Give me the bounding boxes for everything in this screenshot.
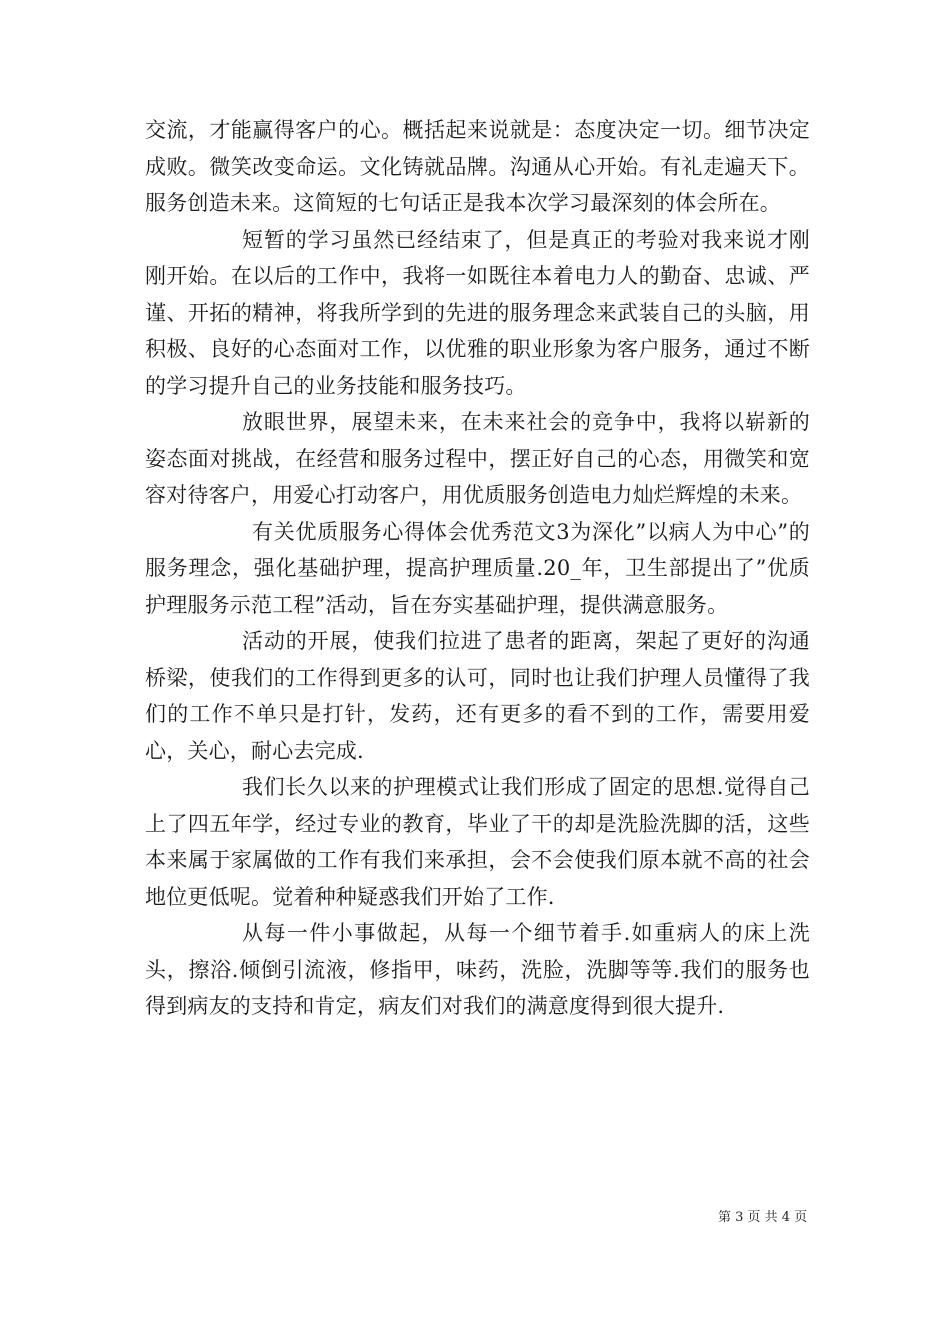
paragraph-4: 有关优质服务心得体会优秀范文3为深化”以病人为中心”的服务理念，强化基础护理，提高护理质量.20_年，卫生部提出了”优质护理服务示范工程”活动，旨在夯实基础护理，提供满意服务。 bbox=[145, 519, 810, 617]
paragraph-1: 交流，才能赢得客户的心。概括起来说就是：态度决定一切。细节决定成败。微笑改变命运。文化铸就品牌。沟通从心开始。有礼走遍天下。服务创造未来。这简短的七句话正是我本次学习最深刻的体会所在。 bbox=[145, 118, 810, 215]
paragraph-2: 短暂的学习虽然已经结束了，但是真正的考验对我来说才刚刚开始。在以后的工作中，我将一如既往本着电力人的勤奋、忠诚、严谨、开拓的精神，将我所学到的先进的服务理念来武装自己的头脑，用积极、良好的心态面对工作，以优雅的职业形象为客户服务，通过不断的学习提升自己的业务技能和服务技巧。 bbox=[145, 227, 810, 398]
paragraph-7: 从每一件小事做起，从每一个细节着手.如重病人的床上洗头，擦浴.倾倒引流液，修指甲，味药，洗脸，洗脚等等.我们的服务也得到病友的支持和肯定，病友们对我们的满意度得到很大提升. bbox=[145, 921, 810, 1018]
page-number-footer: 第 3 页 共 4 页 bbox=[718, 1210, 808, 1225]
paragraph-3: 放眼世界，展望未来，在未来社会的竞争中，我将以崭新的姿态面对挑战，在经营和服务过程中，摆正好自己的心态，用微笑和宽容对待客户，用爱心打动客户，用优质服务创造电力灿烂辉煌的未来。 bbox=[145, 410, 810, 507]
paragraph-5: 活动的开展，使我们拉进了患者的距离，架起了更好的沟通桥梁，使我们的工作得到更多的认可，同时也让我们护理人员懂得了我们的工作不单只是打针，发药，还有更多的看不到的工作，需要用爱心，关心，耐心去完成. bbox=[145, 629, 810, 763]
paragraph-6: 我们长久以来的护理模式让我们形成了固定的思想.觉得自己上了四五年学，经过专业的教育，毕业了干的却是洗脸洗脚的活，这些本来属于家属做的工作有我们来承担，会不会使我们原本就不高的社会地位更低呢。觉着种种疑惑我们开始了工作. bbox=[145, 775, 810, 909]
document-body bbox=[145, 112, 810, 1025]
